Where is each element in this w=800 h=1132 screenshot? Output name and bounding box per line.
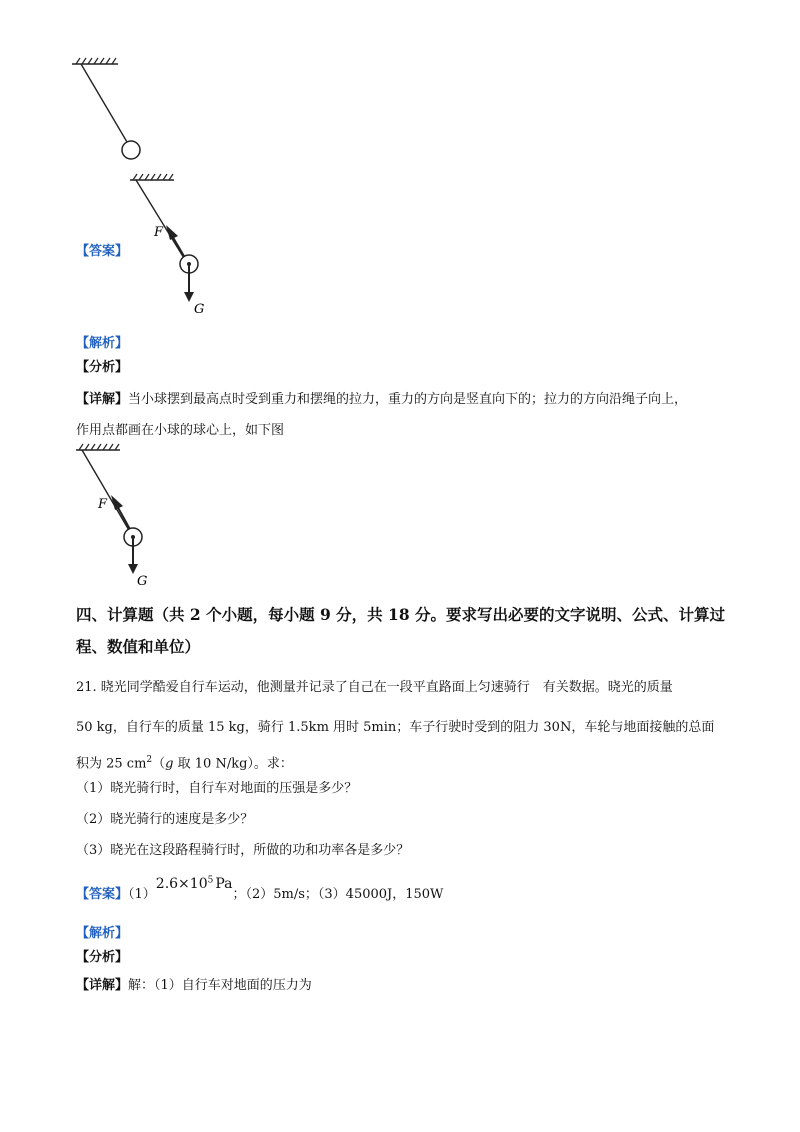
q21-area-text: 积为 25 cm: [76, 756, 147, 772]
fenxi-tag: 【分析】: [76, 360, 129, 375]
question-21-line-3: [76, 750, 293, 774]
question-21-sub-2: （2）晓光骑行的速度是多少？: [76, 812, 254, 827]
answer-2-rest: ；（2）5m/s；（3）45000J，150W: [232, 886, 444, 902]
section-heading-line-2: 程、数值和单位）: [76, 637, 201, 656]
pendulum-figure-answer: [124, 170, 224, 320]
xiangjie-tag: 【详解】: [76, 392, 129, 407]
q21-g-value: 取 10 N/kg）。求：: [173, 756, 293, 772]
detail-paragraph-1: [76, 390, 687, 410]
question-21-sub-1: （1）晓光骑行时，自行车对地面的压强是多少？: [76, 781, 358, 796]
answer-2-pressure: $2.6\times 10^5$ Pa: [155, 875, 233, 892]
answer-2-tag: 【答案】: [76, 886, 129, 902]
force-f-label: F: [98, 497, 108, 512]
q21-g-symbol: g: [165, 756, 174, 772]
pendulum-string: [81, 64, 127, 142]
pendulum-figure-plain: [66, 56, 156, 166]
detail-2-text: 解：（1）自行车对地面的压力为: [128, 978, 312, 993]
answer-2-line: [76, 876, 443, 906]
pendulum-string: [82, 450, 130, 532]
pendulum-string: [136, 180, 187, 263]
gravity-g-label: G: [194, 302, 205, 317]
detail-line-1: 当小球摆到最高点时受到重力和摆绳的拉力，重力的方向是竖直向下的；拉力的方向沿绳子向上，: [128, 392, 688, 407]
pendulum-ball: [122, 141, 140, 159]
q21-paren-open: （: [152, 756, 166, 772]
analysis-2-tag: 【解析】: [76, 926, 129, 941]
section-heading-line-1: 四、计算题（共 2 个小题，每小题 9 分，共 18 分。要求写出必要的文字说明、公式、计算过: [76, 605, 726, 624]
answer-2-prefix: （1）: [128, 886, 156, 902]
gravity-g-arrowhead: [128, 564, 138, 574]
question-21-line-1: 21. 晓光同学酷爱自行车运动，他测量并记录了自己在一段平直路面上匀速骑行 有关数据。晓光的质量: [76, 680, 673, 695]
force-f-label: F: [154, 225, 164, 240]
ceiling-hatch: [133, 174, 173, 180]
answer-tag: 【答案】: [76, 244, 129, 259]
question-21-sub-3: （3）晓光在这段路程骑行时，所做的功和功率各是多少？: [76, 843, 410, 858]
detail-line-2: 作用点都画在小球的球心上，如下图: [76, 423, 285, 438]
gravity-g-arrowhead: [184, 292, 194, 302]
xiangjie-2-tag: 【详解】: [76, 978, 129, 993]
q21-area-exponent: 2: [146, 755, 153, 765]
detail-2-line: [76, 976, 312, 996]
ceiling-hatch: [79, 444, 119, 450]
question-21-line-2: 50 kg，自行车的质量 15 kg，骑行 1.5km 用时 5min；车子行驶时受到的阻力 30N，车轮与地面接触的总面: [76, 720, 715, 735]
analysis-tag: 【解析】: [76, 336, 129, 351]
ceiling-hatch: [76, 58, 116, 64]
fenxi-2-tag: 【分析】: [76, 950, 129, 965]
gravity-g-label: G: [137, 574, 148, 589]
pendulum-figure-detail: [70, 440, 170, 590]
